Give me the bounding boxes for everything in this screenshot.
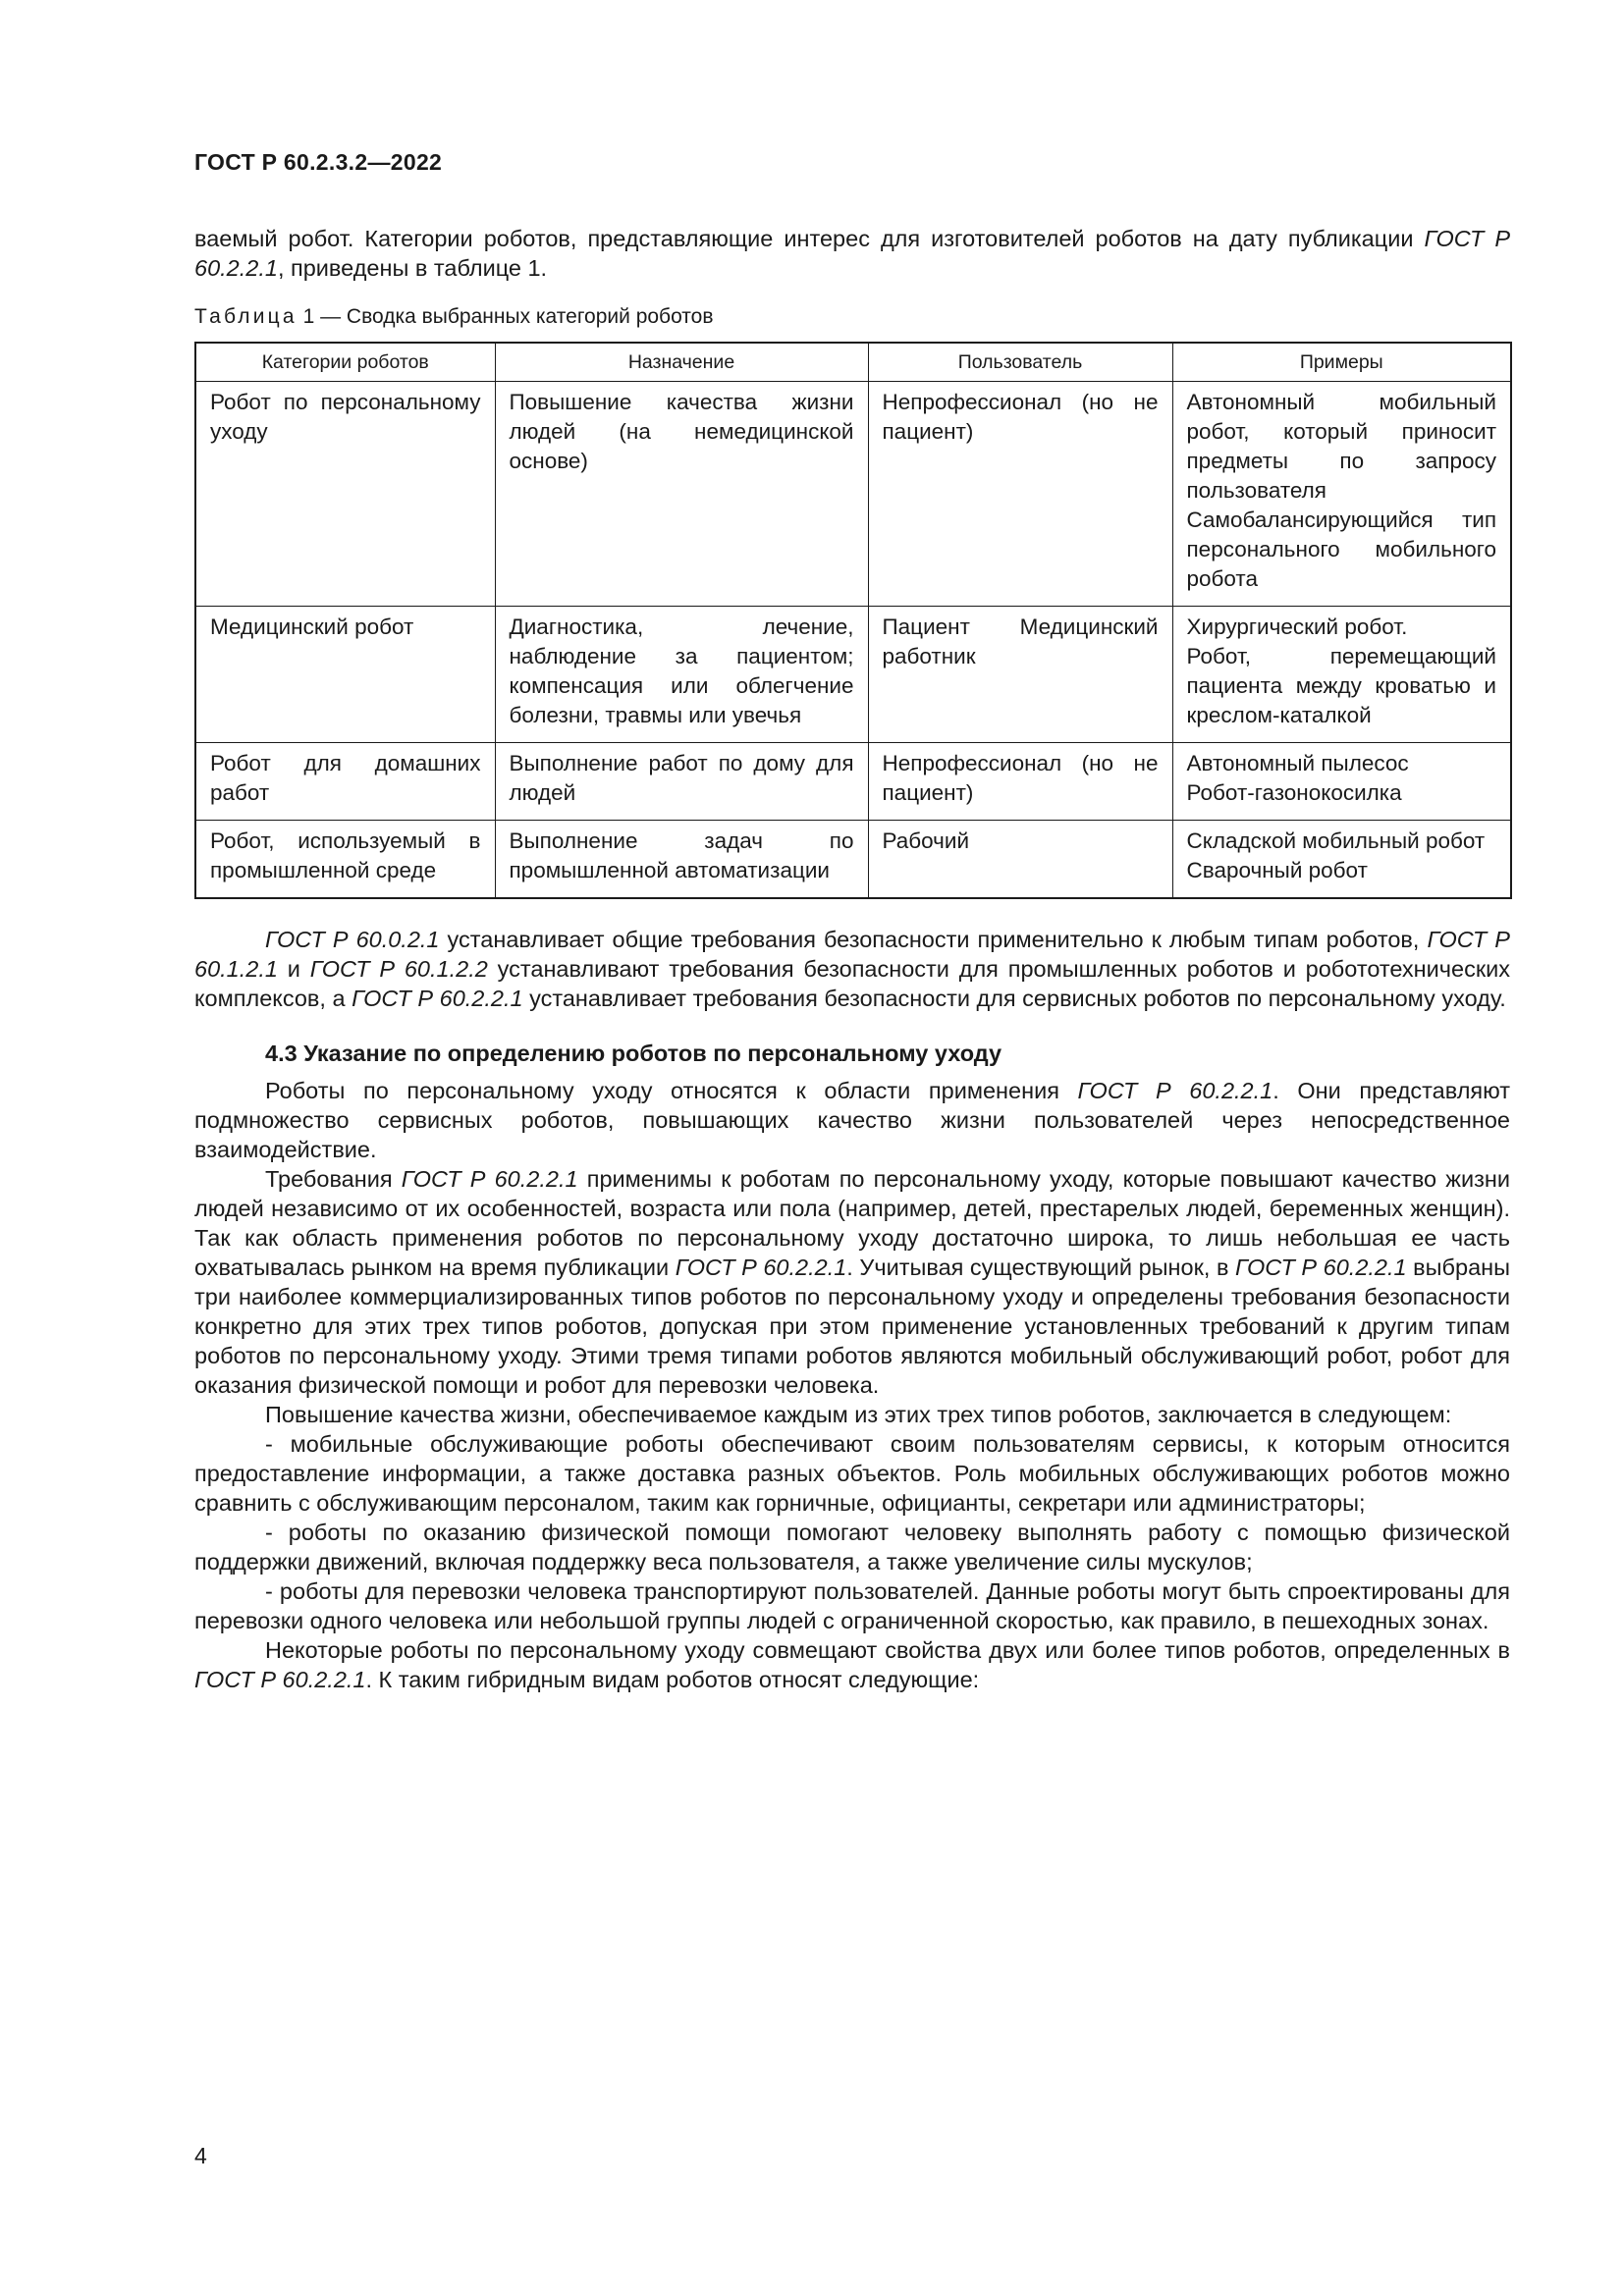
example-item: Сварочный робот: [1186, 858, 1368, 882]
table-caption-label: Таблица: [194, 305, 298, 328]
example-item: Складской мобильный робот: [1186, 828, 1486, 853]
example-item: Робот-газонокосилка: [1186, 780, 1402, 805]
user-cell: Непрофессионал (но не пациент): [868, 382, 1172, 607]
category-cell: Робот по персональному уходу: [195, 382, 495, 607]
table-caption-title: 1 — Сводка выбранных категорий роботов: [297, 305, 714, 328]
standard-reference: ГОСТ Р 60.1.2.1: [194, 927, 1510, 982]
standard-reference: ГОСТ Р 60.2.2.1: [1235, 1255, 1407, 1280]
column-header: Назначение: [495, 343, 868, 382]
page-number: 4: [194, 2143, 207, 2168]
standard-reference: ГОСТ Р 60.2.2.1: [675, 1255, 847, 1280]
standard-reference: ГОСТ Р 60.2.2.1: [194, 226, 1511, 281]
standard-reference: ГОСТ Р 60.1.2.2: [309, 956, 488, 982]
standards-paragraph: [194, 925, 1510, 1013]
robot-categories-table: [194, 342, 1512, 899]
example-item: Автономный мобильный робот, который приносит предметы по запросу пользователя: [1186, 390, 1496, 503]
section-title: 4.3 Указание по определению роботов по персональному уходу: [265, 1041, 1002, 1066]
text: и: [277, 956, 310, 982]
standard-reference: ГОСТ Р 60.0.2.1: [265, 927, 440, 952]
example-item: Автономный пылесос: [1186, 751, 1409, 775]
list-item: - роботы для перевозки человека транспортируют пользователей. Данные роботы могут быть спроектированы для перевозки одного человека или небольшой группы людей с ограниченной скоростью, как правило, в пешеходных зонах.: [194, 1578, 1510, 1633]
text: Требования: [265, 1166, 402, 1192]
purpose-cell: Выполнение работ по дому для людей: [495, 743, 868, 821]
table-row: [195, 382, 1511, 607]
table-row: [195, 607, 1511, 743]
example-item: Хирургический робот.: [1186, 614, 1408, 639]
table-row: [195, 743, 1511, 821]
section-paragraph: [194, 1076, 1510, 1164]
text: ваемый робот. Категории роботов, представляющие интерес для изготовителей роботов на дату публикации: [194, 226, 1425, 251]
examples-cell: [1172, 743, 1511, 821]
text: Роботы по персональному уходу относятся к области применения: [265, 1078, 1078, 1103]
page-content: [194, 224, 1510, 1694]
purpose-cell: Выполнение задач по промышленной автоматизации: [495, 821, 868, 899]
document-header: ГОСТ Р 60.2.3.2—2022: [194, 149, 443, 175]
standard-reference: ГОСТ Р 60.2.2.1: [1077, 1078, 1273, 1103]
text: устанавливают требования безопасности для промышленных роботов и робототехнических комплексов, а: [194, 956, 1511, 1011]
examples-cell: [1172, 821, 1511, 899]
example-item: Самобалансирующийся тип персонального мобильного робота: [1186, 507, 1496, 591]
list-item: - роботы по оказанию физической помощи помогают человеку выполнять работу с помощью физической поддержки движений, включая поддержку веса пользователя, а также увеличение силы мускулов;: [194, 1520, 1510, 1575]
text: устанавливает общие требования безопасности применительно к любым типам роботов,: [439, 927, 1428, 952]
text: . К таким гибридным видам роботов относят следующие:: [365, 1667, 980, 1692]
section-paragraph: [194, 1635, 1510, 1694]
examples-cell: [1172, 607, 1511, 743]
table-caption: [194, 304, 1510, 330]
standard-reference: ГОСТ Р 60.2.2.1: [352, 986, 523, 1011]
table-row: [195, 821, 1511, 899]
examples-cell: [1172, 382, 1511, 607]
text: . Учитывая существующий рынок, в: [846, 1255, 1236, 1280]
table-header-row: [195, 343, 1511, 382]
user-cell: Непрофессионал (но не пациент): [868, 743, 1172, 821]
user-cell: Пациент Медицинский работник: [868, 607, 1172, 743]
text: . Они представляют подмножество сервисных роботов, повышающих качество жизни пользователей через непосредственное взаимодействие.: [194, 1078, 1510, 1162]
text: Некоторые роботы по персональному уходу совмещают свойства двух или более типов роботов, определенных в: [265, 1637, 1510, 1663]
purpose-cell: Диагностика, лечение, наблюдение за пациентом; компенсация или облегчение болезни, травмы или увечья: [495, 607, 868, 743]
user-cell: Рабочий: [868, 821, 1172, 899]
text: устанавливает требования безопасности для сервисных роботов по персональному уходу.: [522, 986, 1506, 1011]
column-header: Примеры: [1172, 343, 1511, 382]
section-paragraph: [194, 1164, 1510, 1400]
standard-reference: ГОСТ Р 60.2.2.1: [401, 1166, 578, 1192]
intro-paragraph: [194, 224, 1510, 283]
text: выбраны три наиболее коммерциализированных типов роботов по персональному уходу и определены требования безопасности конкретно для этих трех типов роботов, допуская при этом применение установленных требований к другим типам роботов по персональному уходу. Этими тремя типами роботов являются мобильный обслуживающий робот, робот для оказания физической помощи и робот для перевозки человека.: [194, 1255, 1511, 1398]
category-cell: Медицинский робот: [195, 607, 495, 743]
category-cell: Робот, используемый в промышленной среде: [195, 821, 495, 899]
category-cell: Робот для домашних работ: [195, 743, 495, 821]
column-header: Пользователь: [868, 343, 1172, 382]
purpose-cell: Повышение качества жизни людей (на немедицинской основе): [495, 382, 868, 607]
text: применимы к роботам по персональному уходу, которые повышают качество жизни людей независимо от их особенностей, возраста или пола (например, детей, престарелых людей, беременных женщин). Так как область применения роботов по персональному уходу достаточно широка, то лишь небольшая ее часть охватывалась рынком на время публикации: [194, 1166, 1511, 1280]
list-item: - мобильные обслуживающие роботы обеспечивают своим пользователям сервисы, к которым относится предоставление информации, а также доставка разных объектов. Роль мобильных обслуживающих роботов можно сравнить с обслуживающим персоналом, таким как горничные, официанты, секретари или администраторы;: [194, 1431, 1510, 1516]
text: , приведены в таблице 1.: [277, 255, 548, 281]
example-item: Робот, перемещающий пациента между кроватью и креслом-каталкой: [1186, 644, 1496, 727]
section-paragraph: Повышение качества жизни, обеспечиваемое каждым из этих трех типов роботов, заключается в следующем:: [265, 1402, 1452, 1427]
standard-reference: ГОСТ Р 60.2.2.1: [194, 1667, 366, 1692]
column-header: Категории роботов: [195, 343, 495, 382]
